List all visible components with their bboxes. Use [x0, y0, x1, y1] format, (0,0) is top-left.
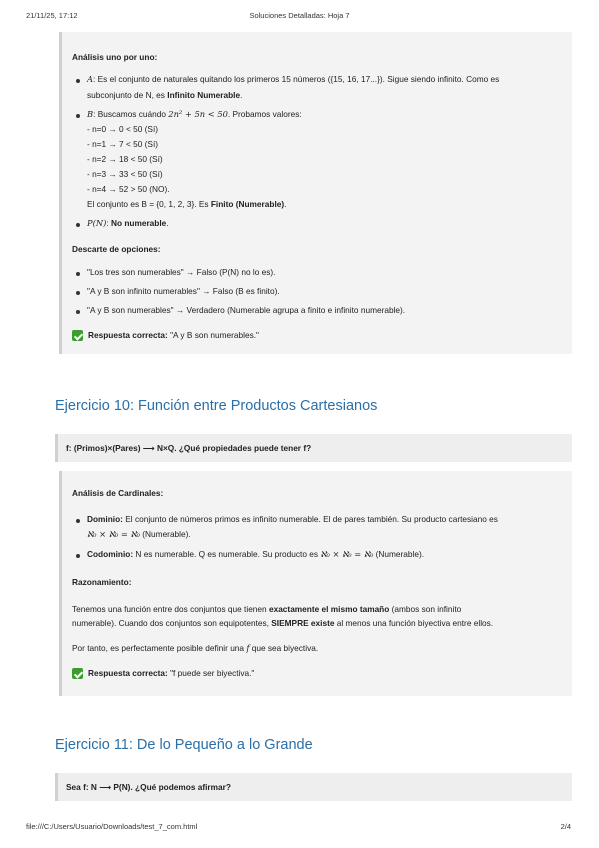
b-value-line: - n=0 → 0 < 50 (Sí): [87, 124, 159, 134]
b-value-line: - n=1 → 7 < 50 (Sí): [87, 139, 159, 149]
print-footer: [0, 822, 599, 834]
exercise-11-heading: Ejercicio 11: De lo Pequeño a lo Grande: [55, 737, 313, 753]
bullet: [76, 310, 80, 314]
domain-line2: ℵ₀ × ℵ₀ = ℵ₀ (Numerable).: [87, 529, 191, 539]
check-icon: [72, 330, 83, 341]
b-conclusion: El conjunto es B = {0, 1, 2, 3}. Es Finito (Numerable).: [87, 199, 287, 209]
correct-answer: Respuesta correcta: "A y B son numerables.": [88, 330, 259, 340]
bullet: [76, 272, 80, 276]
b-value-line: - n=3 → 33 < 50 (Sí): [87, 169, 163, 179]
item-a-line2: subconjunto de N, es Infinito Numerable.: [87, 90, 243, 100]
exercise-11-question: Sea f: N ⟶ P(N). ¿Qué podemos afirmar?: [66, 782, 231, 792]
reasoning-line2: numerable). Cuando dos conjuntos son equipotentes, SIEMPRE existe al menos una función biyectiva entre ellos.: [72, 618, 494, 628]
exercise-11-question-box: [55, 773, 572, 801]
print-title: Soluciones Detalladas: Hoja 7: [249, 11, 350, 20]
exercise-10-question: f: (Primos)×(Pares) ⟶ N×Q. ¿Qué propiedades puede tener f?: [66, 443, 312, 453]
bullet: [76, 291, 80, 295]
print-datetime: 21/11/25, 17:12: [26, 11, 78, 20]
check-icon: [72, 668, 83, 679]
exercise-10-question-box: [55, 434, 572, 462]
solution-panel-exercise-9: [59, 32, 572, 354]
b-value-line: - n=4 → 52 > 50 (NO).: [87, 184, 170, 194]
exercise-10-heading: Ejercicio 10: Función entre Productos Cartesianos: [55, 398, 378, 414]
bullet: [76, 223, 80, 227]
discard-title: Descarte de opciones:: [72, 244, 161, 254]
domain-line1: Dominio: El conjunto de números primos es infinito numerable. El de pares también. Su producto cartesiano es: [87, 514, 498, 524]
item-b-line1: B: Buscamos cuándo 2n² + 5n < 50. Probamos valores:: [87, 109, 302, 119]
b-value-line: - n=2 → 18 < 50 (Sí): [87, 154, 163, 164]
bullet: [76, 554, 80, 558]
discard-item: "A y B son numerables" → Verdadero (Numerable agrupa a finito e infinito numerable).: [87, 305, 406, 315]
discard-item: "A y B son infinito numerables" → Falso (B es finito).: [87, 286, 280, 296]
analysis-title: Análisis de Cardinales:: [72, 488, 164, 498]
correct-answer: Respuesta correcta: "f puede ser biyectiva.": [88, 668, 255, 678]
item-p: P(N): No numerable.: [87, 218, 169, 228]
page-number: 2/4: [560, 822, 571, 831]
item-a-line1: A: Es el conjunto de naturales quitando los primeros 15 números ({15, 16, 17...}). Sigue siendo infinito. Como es: [87, 74, 500, 84]
reasoning-line1: Tenemos una función entre dos conjuntos que tienen exactamente el mismo tamaño (ambos son infinito: [72, 604, 462, 614]
bullet: [76, 519, 80, 523]
file-path: file:///C:/Users/Usuario/Downloads/test_7_com.html: [26, 822, 198, 831]
solution-panel-exercise-10: [59, 471, 572, 696]
analysis-title: Análisis uno por uno:: [72, 52, 158, 62]
bullet: [76, 114, 80, 118]
print-header: [0, 11, 599, 23]
discard-item: "Los tres son numerables" → Falso (P(N) no lo es).: [87, 267, 276, 277]
reasoning-title: Razonamiento:: [72, 577, 132, 587]
reasoning-line3: Por tanto, es perfectamente posible definir una f que sea biyectiva.: [72, 643, 319, 653]
bullet: [76, 79, 80, 83]
codomain-line: Codominio: N es numerable. Q es numerable. Su producto es ℵ₀ × ℵ₀ = ℵ₀ (Numerable).: [87, 549, 425, 559]
